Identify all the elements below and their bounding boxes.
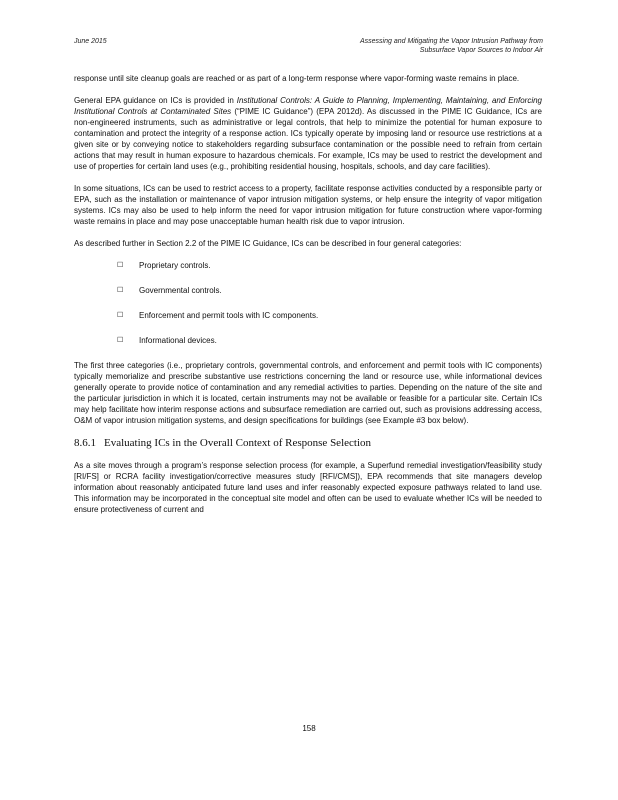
header-date: June 2015 — [74, 38, 107, 45]
header-title-line2: Subsurface Vapor Sources to Indoor Air — [419, 47, 543, 54]
list-item-label: Informational devices. — [139, 336, 217, 345]
header-title-line1: Assessing and Mitigating the Vapor Intrusion Pathway from — [359, 38, 543, 45]
list-item — [117, 260, 542, 271]
paragraph-ic-guidance-intro: General EPA guidance on ICs is provided in — [74, 96, 237, 105]
paragraph-response-selection: As a site moves through a program’s response selection process (for example, a Superfund remedial investigation/feasibility study [RI/FS] or RCRA facility investigation/corrective measures study [RFI/CMS]), EPA recommends that site managers develop information about reasonably anticipated future land uses and infer reasonably expected exposure pathways related to land use. This information may be incorporated in the conceptual site model and often can be used to evaluate whether ICs will be needed to ensure protectiveness of current and — [74, 461, 542, 514]
list-item — [117, 335, 542, 346]
bullet-glyph-icon: ☐ — [117, 312, 124, 319]
bullet-glyph-icon: ☐ — [117, 287, 124, 294]
paragraph-continuation: response until site cleanup goals are reached or as part of a long-term response where vapor-forming waste remains in place. — [74, 74, 520, 83]
section-number: 8.6.1 — [74, 437, 96, 449]
page-body — [74, 73, 542, 526]
paragraph-categories-detail: The first three categories (i.e., proprietary controls, governmental controls, and enforcement and permit tools with IC components) typically memorialize and prescribe substantive use restrictions concerning the land or resource use, while informational devices generally operate to provide notice of contamination and any remedial activities to parties. Depending on the nature of the site and the particular jurisdiction in which it is located, certain instruments may not be available or feasible for a particular site. Certain ICs may help facilitate how interim response actions and subsurface remediation are carried out, such as provisions addressing access, O&M of vapor intrusion mitigation systems, and design specifications for buildings (see Example #3 box below). — [74, 361, 542, 425]
paragraph-ic-guidance-body: (“PIME IC Guidance”) (EPA 2012d). As discussed in the PIME IC Guidance, ICs are non-engineered instruments, such as administrative or legal controls, that help to minimize the potential for human exposure to contamination and protect the integrity of a response action. ICs typically operate by imposing land or resource use restrictions at a given site or by conveying notice to stakeholders regarding subsurface contamination or the possible need to refrain from certain actions that may result in human exposure to hazardous chemicals. For example, ICs may be used to restrict the development and use of properties for certain land uses (e.g., prohibiting residential housing, hospitals, schools, and day care facilities). — [74, 107, 542, 171]
list-item — [117, 310, 542, 321]
list-item-label: Proprietary controls. — [139, 261, 211, 270]
page-number: 158 — [302, 724, 316, 733]
list-item-label: Governmental controls. — [139, 286, 222, 295]
header-title — [213, 37, 543, 55]
bullet-glyph-icon: ☐ — [117, 262, 124, 269]
paragraph-ic-situations: In some situations, ICs can be used to restrict access to a property, facilitate response activities conducted by a responsible party or EPA, such as the installation or maintenance of vapor intrusion mitigation systems, or help ensure the integrity of vapor mitigation systems. ICs may also be used to help inform the need for vapor intrusion mitigation for future construction where vapor-forming waste remains in place and may pose unacceptable human health risk due to vapor intrusion. — [74, 184, 542, 226]
section-heading — [74, 437, 542, 450]
pime-guidance-title: Institutional Controls: A Guide to Planning, Implementing, Maintaining, and Enforcing Institutional Controls at Contaminated Sites — [74, 96, 542, 116]
paragraph-ic-guidance — [74, 95, 542, 172]
section-title: Evaluating ICs in the Overall Context of Response Selection — [104, 437, 372, 449]
list-item-label: Enforcement and permit tools with IC components. — [139, 311, 319, 320]
paragraph-ic-categories-intro: As described further in Section 2.2 of the PIME IC Guidance, ICs can be described in four general categories: — [74, 239, 462, 248]
ic-category-list — [74, 260, 542, 346]
bullet-glyph-icon: ☐ — [117, 337, 124, 344]
list-item — [117, 285, 542, 296]
